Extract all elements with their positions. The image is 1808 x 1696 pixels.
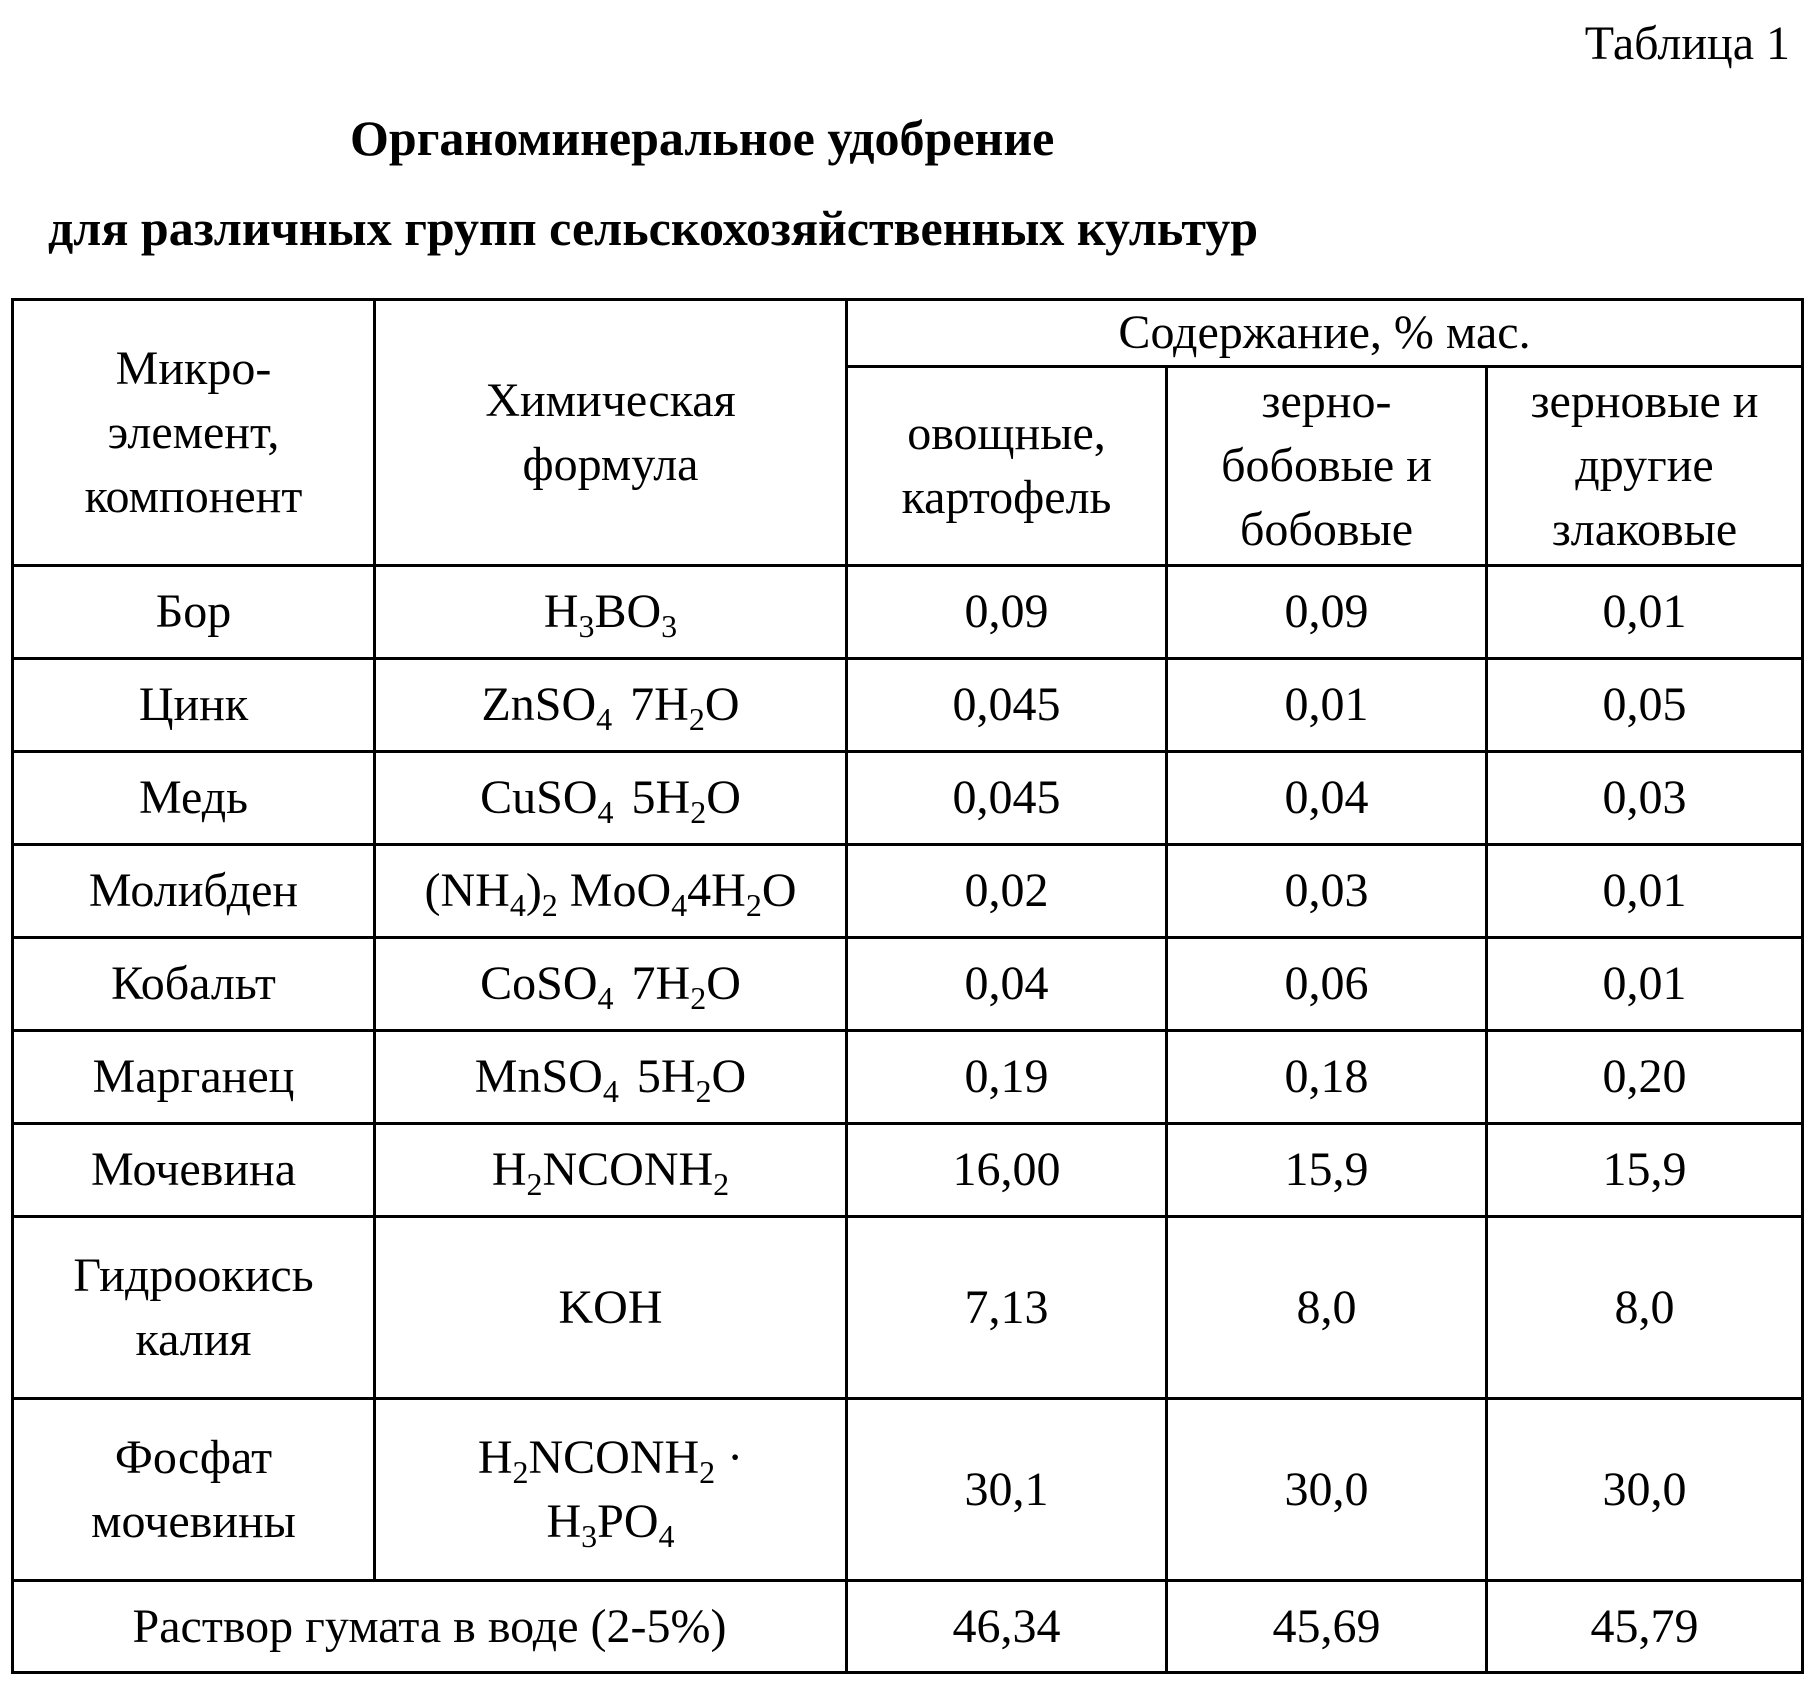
value-cereals: 15,9 [1487, 1124, 1803, 1217]
value-cereals: 30,0 [1487, 1399, 1803, 1581]
element-name: Кобальт [13, 938, 375, 1031]
chemical-formula: KOH [375, 1217, 847, 1399]
value-cereals: 0,01 [1487, 938, 1803, 1031]
value-cereals: 0,01 [1487, 566, 1803, 659]
header-microelement: Микро- элемент, компонент [13, 300, 375, 566]
chemical-formula: $(NH_4)_2$ $MoO_44H_2O$ [375, 845, 847, 938]
table-title-line-1: Органоминеральное удобрение [350, 110, 1055, 166]
element-name: Фосфат мочевины [13, 1399, 375, 1581]
element-name: Цинк [13, 659, 375, 752]
value-cereals: 8,0 [1487, 1217, 1803, 1399]
table-row-urea [13, 1124, 1803, 1217]
chemical-formula: CoSO$_4$ $7H_2O$ [375, 938, 847, 1031]
value-vegetables: 0,04 [847, 938, 1167, 1031]
value-grain-legumes: 30,0 [1167, 1399, 1487, 1581]
header-grain-cereals: зерновые и другие злаковые [1487, 367, 1803, 566]
value-cereals: 0,01 [1487, 845, 1803, 938]
header-content-group: Содержание, % мас. [847, 300, 1803, 367]
value-grain-legumes: 45,69 [1167, 1581, 1487, 1673]
value-grain-legumes: 0,01 [1167, 659, 1487, 752]
value-vegetables: 30,1 [847, 1399, 1167, 1581]
table-title-line-2: для различных групп сельскохозяйственных культур [48, 200, 1259, 256]
table-row-zinc [13, 659, 1803, 752]
element-name: Раствор гумата в воде (2-5%) [13, 1581, 847, 1673]
value-grain-legumes: 0,06 [1167, 938, 1487, 1031]
value-cereals: 0,05 [1487, 659, 1803, 752]
element-name: Марганец [13, 1031, 375, 1124]
table-row-cobalt [13, 938, 1803, 1031]
value-cereals: 45,79 [1487, 1581, 1803, 1673]
value-vegetables: 16,00 [847, 1124, 1167, 1217]
header-row [13, 300, 1803, 367]
header-chemical-formula: Химическая формула [375, 300, 847, 566]
table-number-label: Таблица 1 [1584, 17, 1790, 70]
chemical-formula: $H_2NCONH_2$ [375, 1124, 847, 1217]
value-grain-legumes: 0,04 [1167, 752, 1487, 845]
table-row-copper [13, 752, 1803, 845]
value-cereals: 0,20 [1487, 1031, 1803, 1124]
chemical-formula: $H_2NCONH_2$ · $H_3PO_4$ [375, 1399, 847, 1581]
chemical-formula: $H_3BO_3$ [375, 566, 847, 659]
table-row-manganese [13, 1031, 1803, 1124]
header-grain-legumes: зерно- бобовые и бобовые [1167, 367, 1487, 566]
value-vegetables: 7,13 [847, 1217, 1167, 1399]
value-vegetables: 0,045 [847, 752, 1167, 845]
element-name: Мочевина [13, 1124, 375, 1217]
table-row-urea-phosphate [13, 1399, 1803, 1581]
value-grain-legumes: 0,09 [1167, 566, 1487, 659]
value-vegetables: 0,045 [847, 659, 1167, 752]
chemical-formula: CuSO$_4$ $5H_2O$ [375, 752, 847, 845]
element-name: Бор [13, 566, 375, 659]
chemical-formula: ZnSO$_4$ $7H_2O$ [375, 659, 847, 752]
fertilizer-composition-table [11, 298, 1804, 1674]
table-row-humate-solution [13, 1581, 1803, 1673]
value-grain-legumes: 8,0 [1167, 1217, 1487, 1399]
value-cereals: 0,03 [1487, 752, 1803, 845]
element-name: Молибден [13, 845, 375, 938]
header-vegetables-potato: овощные, картофель [847, 367, 1167, 566]
value-vegetables: 0,02 [847, 845, 1167, 938]
table-row-molybdenum [13, 845, 1803, 938]
value-vegetables: 0,09 [847, 566, 1167, 659]
value-vegetables: 46,34 [847, 1581, 1167, 1673]
chemical-formula: MnSO$_4$ $5H_2O$ [375, 1031, 847, 1124]
table-row-boron [13, 566, 1803, 659]
value-vegetables: 0,19 [847, 1031, 1167, 1124]
element-name: Гидроокись калия [13, 1217, 375, 1399]
element-name: Медь [13, 752, 375, 845]
value-grain-legumes: 0,18 [1167, 1031, 1487, 1124]
value-grain-legumes: 0,03 [1167, 845, 1487, 938]
value-grain-legumes: 15,9 [1167, 1124, 1487, 1217]
table-row-potassium-hydroxide [13, 1217, 1803, 1399]
